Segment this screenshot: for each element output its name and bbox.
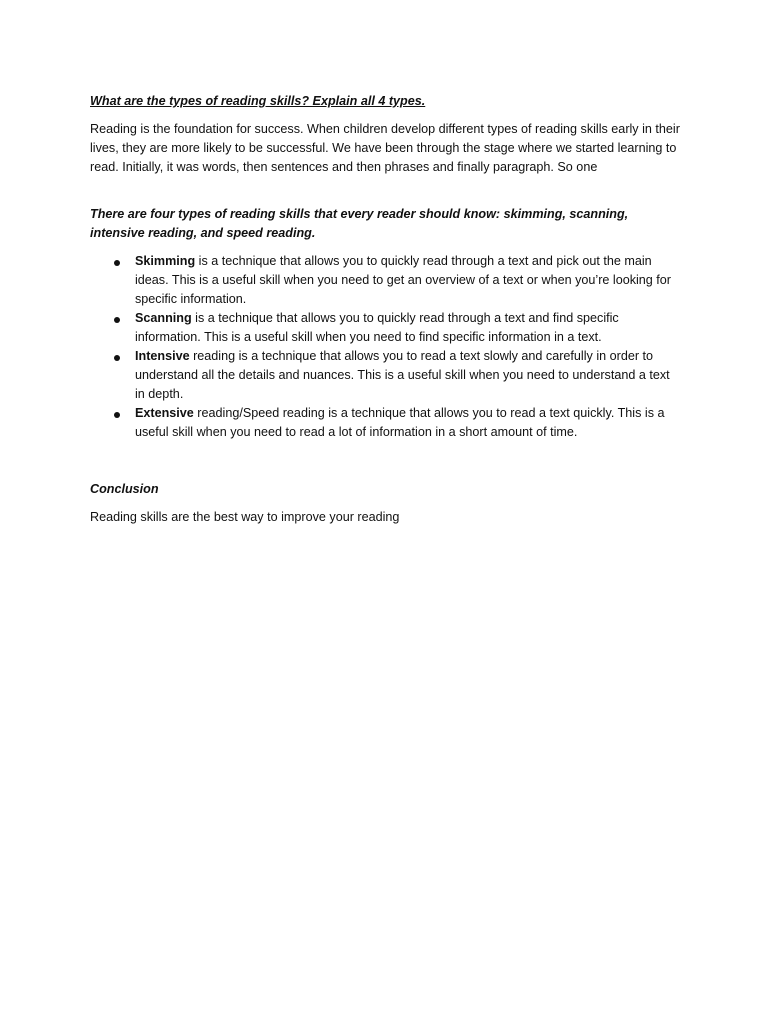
skill-term: Skimming <box>135 254 196 268</box>
list-item <box>90 404 680 442</box>
bullet-icon <box>114 260 120 266</box>
skill-description: reading is a technique that allows you to read a text slowly and carefully in order to understand all the details and nuances. This is a useful skill when you need to understand a text in depth. <box>135 349 670 401</box>
bullet-icon <box>114 412 120 418</box>
document-heading: What are the types of reading skills? Explain all 4 types. <box>90 94 426 108</box>
list-item <box>90 347 680 404</box>
bullet-icon <box>114 355 120 361</box>
intro-paragraph: Reading is the foundation for success. When children develop different types of reading skills early in their lives, they are more likely to be successful. We have been through the stage where we started learning to read. Initially, it was words, then sentences and then phrases and finally paragraph. So one <box>90 122 680 174</box>
skill-term: Intensive <box>135 349 190 363</box>
conclusion-text: Reading skills are the best way to improve your reading <box>90 510 400 524</box>
types-subheading: There are four types of reading skills that every reader should know: skimming, scanning, intensive reading, and speed reading. <box>90 207 629 240</box>
skill-description: is a technique that allows you to quickly read through a text and find specific information. This is a useful skill when you need to find specific information in a text. <box>135 311 619 344</box>
skill-description: reading/Speed reading is a technique that allows you to read a text quickly. This is a useful skill when you need to read a lot of information in a short amount of time. <box>135 406 665 439</box>
reading-skills-list <box>90 252 680 442</box>
skill-term: Extensive <box>135 406 194 420</box>
skill-description: is a technique that allows you to quickly read through a text and pick out the main ideas. This is a useful skill when you need to get an overview of a text or when you’re looking for specific information. <box>135 254 671 306</box>
document-content <box>90 92 680 527</box>
skill-term: Scanning <box>135 311 192 325</box>
conclusion-heading: Conclusion <box>90 482 159 496</box>
bullet-icon <box>114 317 120 323</box>
list-item <box>90 309 680 347</box>
list-item <box>90 252 680 309</box>
